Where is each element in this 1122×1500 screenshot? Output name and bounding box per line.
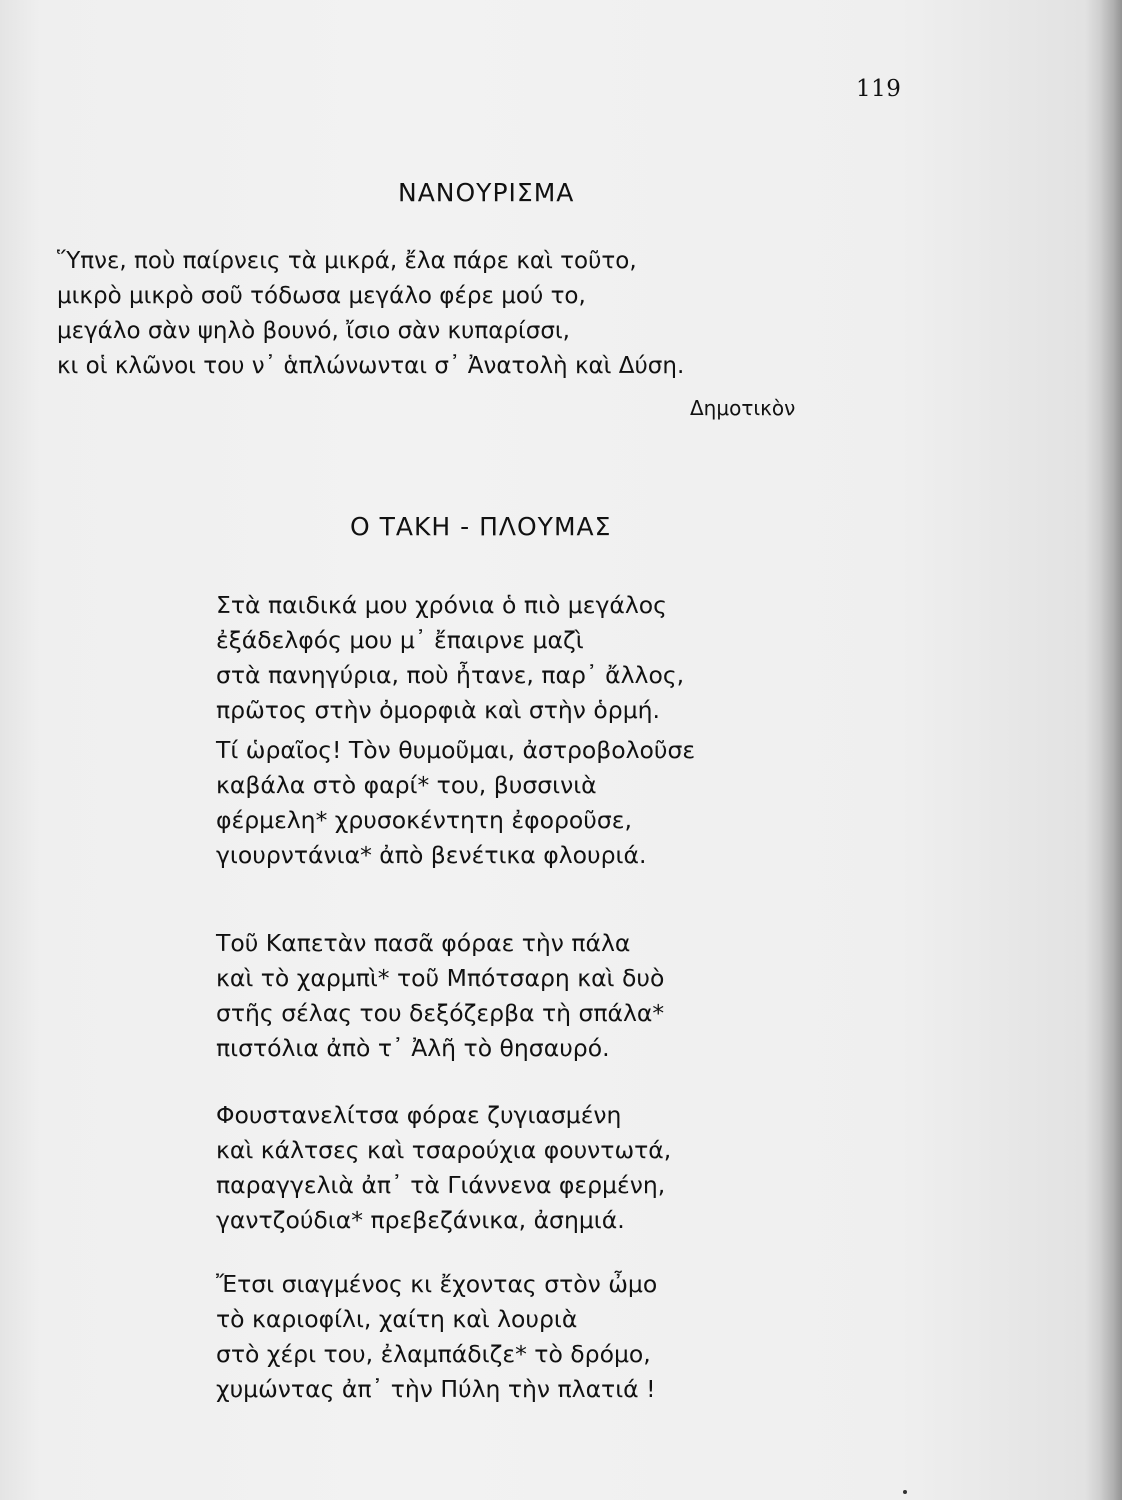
poem-line: καὶ τὸ χαρμπὶ* τοῦ Μπότσαρη καὶ δυὸ [216,964,665,992]
poem-line: γαντζούδια* πρεβεζάνικα, ἀσημιά. [216,1206,625,1234]
poem-line: Στὰ παιδικά μου χρόνια ὁ πιὸ μεγάλος [216,591,667,619]
poem-line: πιστόλια ἀπὸ τ᾿ Ἀλῆ τὸ θησαυρό. [216,1034,610,1062]
poem-line: πρῶτος στὴν ὀμορφιὰ καὶ στὴν ὁρμή. [216,696,661,724]
spine-shadow [1100,0,1122,1500]
poem-title-taki-ploumas: Ο ΤΑΚΗ - ΠΛΟΥΜΑΣ [350,512,612,541]
print-speck [903,1490,907,1494]
poem-line: καβάλα στὸ φαρί* του, βυσσινιὰ [216,771,597,799]
poem-line: Τί ὡραῖος! Τὸν θυμοῦμαι, ἀστροβολοῦσε [216,736,696,764]
poem-line: στὰ πανηγύρια, ποὺ ἦτανε, παρ᾿ ἄλλος, [216,661,685,689]
poem-stanza-4 [216,1098,671,1238]
poem-line: τὸ καριοφίλι, χαίτη καὶ λουριὰ [216,1305,578,1333]
poem-line: κι οἱ κλῶνοι του ν᾿ ἁπλώνωνται σ᾿ Ἀνατολὴ καὶ Δύση. [57,353,685,379]
poem-line: Ἔτσι σιαγμένος κι ἔχοντας στὸν ὦμο [216,1270,658,1298]
poem-stanza-3 [216,926,664,1066]
poem-attribution: Δημοτικὸν [690,396,796,420]
page-number: 119 [856,76,902,102]
poem-stanza-1 [216,588,684,728]
poem-line: χυμώντας ἀπ᾿ τὴν Πύλη τὴν πλατιά ! [216,1375,656,1403]
poem-line: στὸ χέρι του, ἐλαμπάδιζε* τὸ δρόμο, [216,1340,651,1368]
poem-line: μικρὸ μικρὸ σοῦ τόδωσα μεγάλο φέρε μού το, [57,283,586,309]
poem-stanza-2 [216,733,695,873]
poem-line: παραγγελιὰ ἀπ᾿ τὰ Γιάννενα φερμένη, [216,1171,666,1199]
poem-stanza-5 [216,1267,657,1407]
poem-line: φέρμελη* χρυσοκέντητη ἐφοροῦσε, [216,806,632,834]
poem-line: Τοῦ Καπετὰν πασᾶ φόραε τὴν πάλα [216,929,631,957]
poem-line: μεγάλο σὰν ψηλὸ βουνό, ἴσιο σὰν κυπαρίσσι, [57,318,570,344]
poem-line: γιουρντάνια* ἀπὸ βενέτικα φλουριά. [216,841,647,869]
poem-line: καὶ κάλτσες καὶ τσαρούχια φουντωτά, [216,1136,672,1164]
poem-title-lullaby: ΝΑΝΟΥΡΙΣΜΑ [398,178,575,207]
poem-lullaby-stanza [57,244,684,384]
poem-line: Φουστανελίτσα φόραε ζυγιασμένη [216,1101,622,1129]
poem-line: ἐξάδελφός μου μ᾿ ἔπαιρνε μαζὶ [216,626,584,654]
poem-line: στῆς σέλας του δεξόζερβα τὴ σπάλα* [216,999,665,1027]
poem-line: Ὕπνε, ποὺ παίρνεις τὰ μικρά, ἔλα πάρε καὶ τοῦτο, [57,248,637,274]
